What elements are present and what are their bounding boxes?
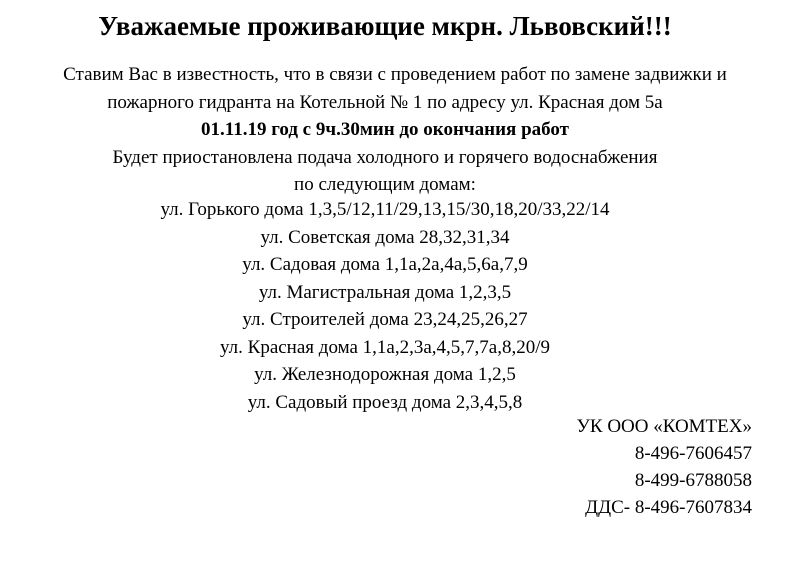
notice-line-houses-heading: по следующим домам: [294,174,476,195]
signature-block [576,413,752,521]
dispatch-phone: ДДС- 8-496-7607834 [585,497,752,518]
address-item: ул. Садовая дома 1,1а,2а,4а,5,6а,7,9 [242,254,528,275]
address-item: ул. Советская дома 28,32,31,34 [260,226,510,248]
page-title: Уважаемые проживающие мкрн. Львовский!!! [98,11,672,41]
notice-line-location: пожарного гидранта на Котельной № 1 по адресу ул. Красная дом 5а [107,91,663,113]
notice-line-date: 01.11.19 год с 9ч.30мин до окончания работ [201,119,569,140]
notice-body [0,61,770,199]
phone-number: 8-496-7606457 [634,443,752,464]
address-item: ул. Красная дома 1,1а,2,3а,4,5,7,7а,8,20/9 [220,336,550,358]
notice-line-suspension: Будет приостановлена подача холодного и горячего водоснабжения [112,146,658,168]
address-item: ул. Строителей дома 23,24,25,26,27 [242,309,528,330]
phone-number: 8-499-6788058 [634,470,752,491]
address-item: ул. Железнодорожная дома 1,2,5 [254,364,516,385]
address-item: ул. Садовый проезд дома 2,3,4,5,8 [247,391,523,413]
notice-line-intro: Ставим Вас в известность, что в связи с проведением работ по замене задвижки и [63,64,727,85]
address-item: ул. Горького дома 1,3,5/12,11/29,13,15/30,18,20/33,22/14 [160,199,610,220]
company-name: УК ООО «КОМТЕХ» [576,416,752,437]
address-item: ул. Магистральная дома 1,2,3,5 [258,281,512,303]
address-list [0,196,770,416]
